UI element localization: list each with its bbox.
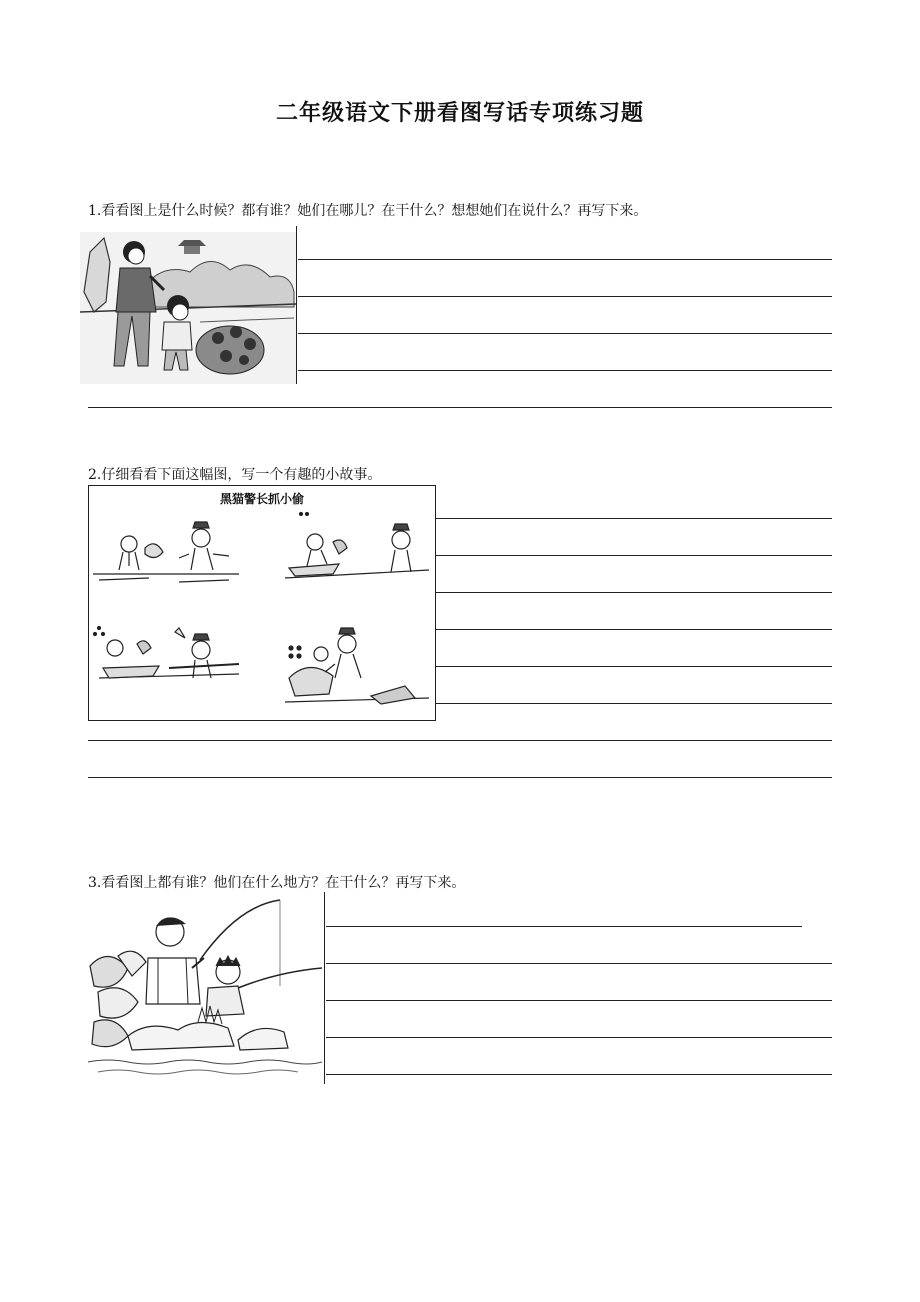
question-2-writing-line[interactable]: [436, 592, 832, 593]
question-1-writing-line[interactable]: [298, 259, 832, 260]
question-3-writing-line[interactable]: [326, 1074, 832, 1075]
question-1-illustration: [80, 232, 296, 384]
question-2-writing-line[interactable]: [88, 740, 832, 741]
question-2-prompt: 2.仔细看看下面这幅图，写一个有趣的小故事。: [88, 467, 382, 483]
question-1-writing-line[interactable]: [298, 296, 832, 297]
question-2-writing-line[interactable]: [88, 777, 832, 778]
question-2-writing-line[interactable]: [436, 666, 832, 667]
question-3-writing-line[interactable]: [326, 1037, 832, 1038]
question-3-writing-line[interactable]: [326, 1000, 832, 1001]
question-1-writing-line[interactable]: [88, 407, 832, 408]
question-3-divider: [324, 892, 325, 1084]
question-3-illustration: [88, 896, 322, 1080]
question-2-comic: [88, 485, 436, 721]
page-title: 二年级语文下册看图写话专项练习题: [275, 100, 644, 126]
question-2-writing-line[interactable]: [436, 703, 832, 704]
question-1-writing-line[interactable]: [298, 370, 832, 371]
question-2-writing-line[interactable]: [436, 629, 832, 630]
comic-title: 黑猫警长抓小偷: [219, 492, 304, 506]
question-1-prompt: 1.看看图上是什么时候？都有谁？她们在哪儿？在干什么？想想她们在说什么？再写下来。: [88, 203, 648, 219]
question-2-writing-line[interactable]: [436, 555, 832, 556]
question-1-divider: [296, 226, 297, 384]
question-1-writing-line[interactable]: [298, 333, 832, 334]
question-3-prompt: 3.看看图上都有谁？他们在什么地方？在干什么？再写下来。: [88, 875, 466, 891]
question-2-writing-line[interactable]: [436, 518, 832, 519]
question-3-writing-line[interactable]: [326, 926, 802, 927]
question-3-writing-line[interactable]: [326, 963, 832, 964]
